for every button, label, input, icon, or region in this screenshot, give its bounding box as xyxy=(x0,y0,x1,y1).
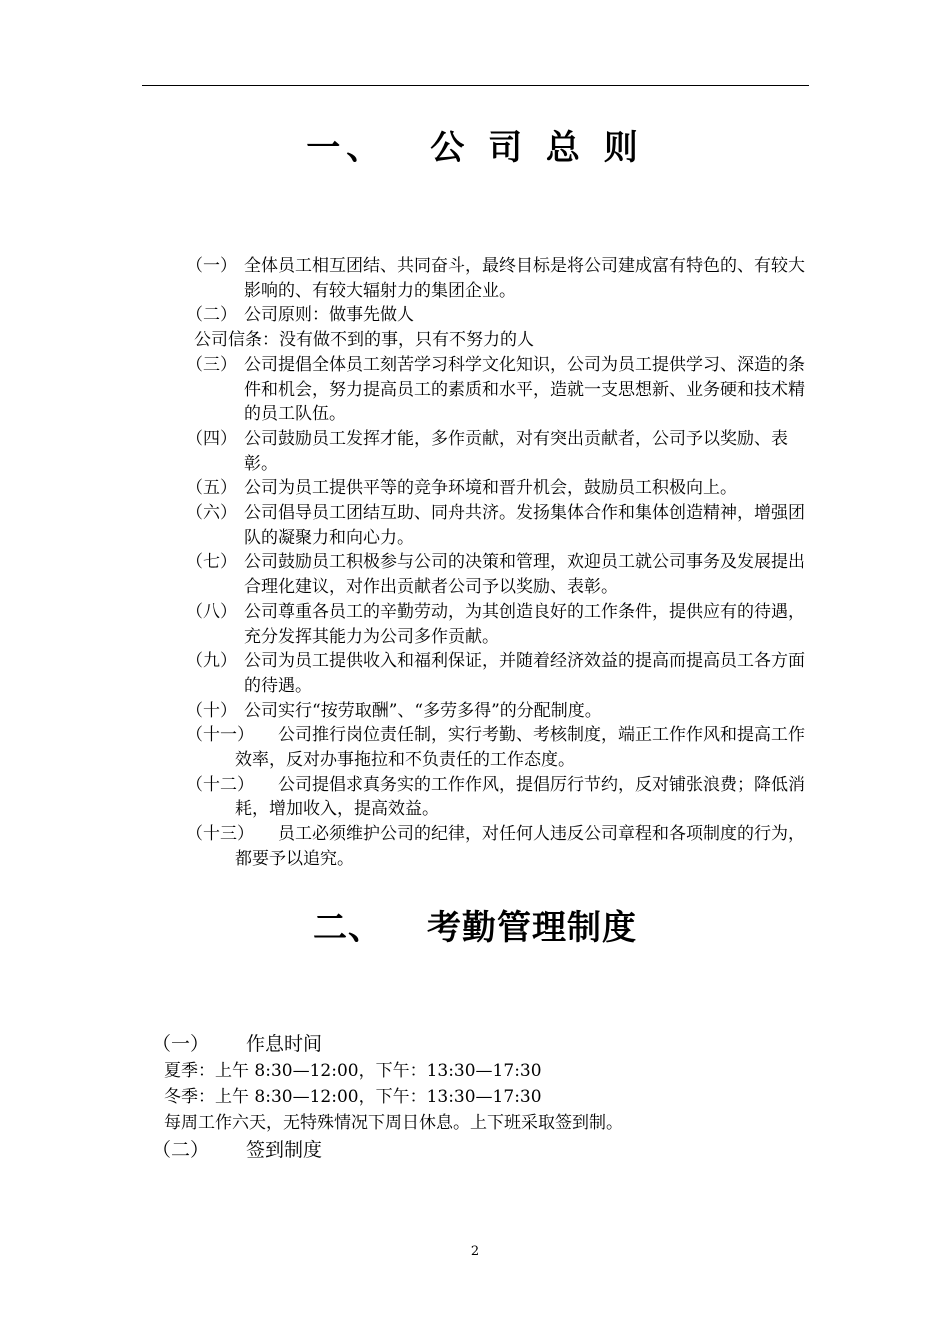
item-text: 公司提倡求真务实的工作作风，提倡厉行节约，反对铺张浪费；降低消耗，增加收入，提高效益。 xyxy=(235,774,805,820)
item-number: （三） xyxy=(186,354,237,375)
item-text: 员工必须维护公司的纪律，对任何人违反公司章程和各项制度的行为，都要予以追究。 xyxy=(235,824,805,869)
item-text: 公司鼓励员工积极参与公司的决策和管理，欢迎员工就公司事务及发展提出合理化建议，对作出贡献者公司予以奖励、表彰。 xyxy=(244,552,805,598)
item-text: 公司推行岗位责任制，实行考勤、考核制度，端正工作作风和提高工作效率，反对办事拖拉和不负责任的工作态度。 xyxy=(235,725,805,771)
summer-hours: 夏季：上午 8:30—12:00，下午：13:30—17:30 xyxy=(164,1061,542,1081)
list-item xyxy=(186,353,812,427)
list-item xyxy=(186,550,812,599)
company-motto: 公司信条：没有做不到的事，只有不努力的人 xyxy=(194,330,534,351)
section-2-heading xyxy=(0,908,950,948)
list-item xyxy=(186,723,812,772)
list-item xyxy=(186,254,812,303)
item-text: 公司为员工提供收入和福利保证，并随着经济效益的提高而提高员工各方面的待遇。 xyxy=(244,651,805,696)
item-number: （五） xyxy=(186,478,237,499)
item-text: 公司提倡全体员工刻苦学习科学文化知识，公司为员工提供学习、深造的条件和机会，努力提高员工的素质和水平，造就一支思想新、业务硬和技术精的员工队伍。 xyxy=(244,354,805,425)
item-number: （一） xyxy=(186,256,237,276)
item-text: 公司原则：做事先做人 xyxy=(244,305,414,326)
item-text: 公司为员工提供平等的竞争环境和晋升机会，鼓励员工积极向上。 xyxy=(244,478,737,499)
subsection-work-hours xyxy=(152,1030,792,1058)
section-1-number: 一、 xyxy=(306,128,387,168)
list-item xyxy=(186,773,812,822)
list-item xyxy=(186,822,812,871)
item-number: （十一） xyxy=(186,725,254,746)
subsection-title: 签到制度 xyxy=(246,1139,323,1161)
item-text: 公司鼓励员工发挥才能，多作贡献，对有突出贡献者，公司予以奖励、表彰。 xyxy=(244,428,788,474)
section-2-title: 考勤管理制度 xyxy=(427,908,637,948)
item-number: （十三） xyxy=(186,824,254,845)
item-number: （八） xyxy=(186,601,237,622)
page-number: 2 xyxy=(470,1244,480,1259)
subsection-number: （一） xyxy=(152,1033,210,1055)
list-item xyxy=(186,600,812,649)
item-number: （十） xyxy=(186,700,237,721)
section-2-body xyxy=(152,1030,792,1164)
item-number: （十二） xyxy=(186,774,254,795)
item-number: （七） xyxy=(186,552,237,573)
list-item xyxy=(186,427,812,476)
subsection-number: （二） xyxy=(152,1139,210,1161)
item-text: 公司实行“按劳取酬”、“多劳多得”的分配制度。 xyxy=(244,700,602,721)
list-item xyxy=(186,649,812,698)
item-number: （六） xyxy=(186,503,237,524)
section-1-heading xyxy=(0,128,950,168)
item-text: 公司倡导员工团结互助、同舟共济。发扬集体合作和集体创造精神，增强团队的凝聚力和向心力。 xyxy=(244,503,805,548)
section-1-title: 公 司 总 则 xyxy=(430,128,644,168)
list-item xyxy=(186,476,812,501)
list-item xyxy=(186,501,812,550)
weekly-schedule: 每周工作六天，无特殊情况下周日休息。上下班采取签到制。 xyxy=(164,1113,623,1133)
subsection-sign-in xyxy=(152,1136,792,1164)
list-item xyxy=(186,699,812,724)
item-number: （九） xyxy=(186,651,237,672)
winter-hours: 冬季：上午 8:30—12:00，下午：13:30—17:30 xyxy=(164,1087,542,1107)
item-text: 公司尊重各员工的辛勤劳动，为其创造良好的工作条件，提供应有的待遇，充分发挥其能力为公司多作贡献。 xyxy=(244,601,805,647)
section-2-number: 二、 xyxy=(313,908,383,948)
item-text: 全体员工相互团结、共同奋斗，最终目标是将公司建成富有特色的、有较大影响的、有较大辐射力的集团企业。 xyxy=(244,256,805,301)
header-rule xyxy=(142,85,809,86)
list-item xyxy=(186,303,812,328)
subsection-title: 作息时间 xyxy=(246,1033,323,1055)
item-number: （二） xyxy=(186,305,237,326)
item-number: （四） xyxy=(186,428,237,449)
section-1-list xyxy=(186,254,812,872)
